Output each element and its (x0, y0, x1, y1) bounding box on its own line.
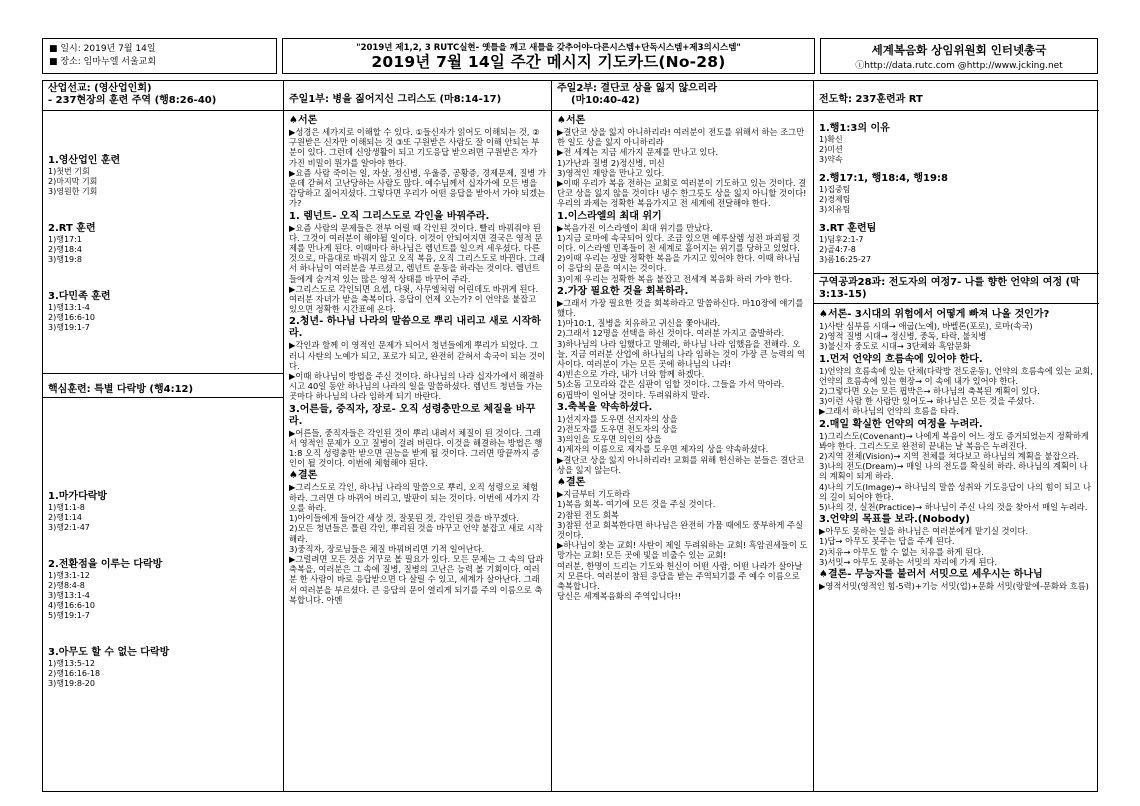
section-title: 1.마가다락방 (48, 491, 108, 502)
paragraph: 2)지역 전체(Vision)→ 지역 전체를 쳐다보고 하나님의 계획을 붙잡으라. (819, 451, 1080, 462)
section-heading: 1.먼저 언약의 흐름속에 있어야 한다. (819, 353, 983, 365)
section-item: 2)행1:14 (48, 513, 82, 522)
column-body (43, 397, 283, 691)
paragraph: ▶각인과 함께 이 영적인 문제가 되어서 청년들에게 뿌리가 되었다. 그러니 사탄의 노예가 되고, 포로가 되고, 완전히 갇혀서 속국이 되는 것이다. (289, 340, 546, 371)
section-heading: 2.가장 필요한 것을 회복하라. (557, 285, 689, 297)
section-heading: ♠서론 (557, 115, 586, 126)
paragraph: 1)선지자를 도우면 선지자의 상을 (557, 413, 678, 424)
org-urls: ⓘhttp://data.rutc.com @http://www.jcking.net (855, 61, 1063, 71)
section-title: 3.RT 훈련팀 (819, 223, 877, 234)
paragraph: 3)영적인 재앙을 만나고 있다. (557, 167, 665, 178)
paragraph: 1)복음 회복- 여기에 모든 것을 주실 것이다. (557, 499, 716, 510)
paragraph: 1)가난과 질병 2)정신병, 미신 (557, 157, 665, 168)
section-item: 1)행13:5-12 (48, 659, 95, 668)
section-heading: ♠결론 (557, 477, 586, 489)
column-body (43, 111, 283, 409)
prayer-card-sheet (42, 38, 1098, 792)
section-item: 2)미션 (819, 145, 843, 154)
paragraph: ▶성경은 세가지로 이해할 수 있다. ①들신자가 읽어도 이해되는 것, ②구원받은 신자만 이해되는 것 ③또 구원받은 사람도 잘 이해 안되는 부분이 있다. 그런데 신앙생활이 되고 기도응답 받으려면 구원받은 자가 가진 비밀이 뭔가를 알아야 한다. (289, 127, 540, 168)
info-box (42, 38, 277, 74)
date-text: ■ 일시: 2019년 7월 14일 (49, 44, 156, 54)
column-header (43, 81, 283, 111)
paragraph: 1)지금 로마에 속국되어 있다. 조금 있으면 예루살렘 성전 파괴될 것이다. 이스라엘 민족들이 전 세계로 흩어지는 위기를 당하고 있었다. (557, 232, 801, 254)
paragraph: 2)전도자를 도우면 전도자의 상을 (557, 424, 678, 435)
paragraph: 1)그리스도(Covenant)→ 나에게 복음이 어느 정도 증거되었는지 정확하게 봐야 한다. 그리스도로 완전히 끝내는 날 복음은 누려진다. (819, 430, 1089, 451)
column-body (814, 111, 1099, 281)
paragraph: 여러분, 한명이 드리는 기도와 헌신이 어떤 사람, 어떤 나라가 살아날지 모른다. 여러분이 참된 응답을 받는 주역되기를 주 예수 이름으로 축복합니다. (557, 560, 803, 591)
section-heading: ♠결론- 무능자를 불러서 서밋으로 세우시는 하나님 (819, 569, 1043, 581)
paragraph: 당신은 세계복음화의 주역입니다!! (557, 591, 682, 602)
motto-text: "2019년 제1,2, 3 RUTC실현- 옛틀을 깨고 새틀을 갖추어야-다른시스템+단독시스템+제3의시스템" (356, 43, 741, 53)
paragraph: ▶이때 하나님이 방법을 주신 것이다. 하나님의 나라 십자가에서 해결하시고 40일 동안 하나님의 나라의 일을 말씀하셨다. 렘넌트 청년들 가는 곳마다 하나님의 나라 임하게 되기 바란다. (289, 371, 544, 402)
section-item: 2)경제팀 (819, 195, 851, 204)
paragraph: ▶복음가진 이스라엘이 최대 위기를 만났다. (557, 222, 713, 233)
section-item: 3)행2:1-47 (48, 523, 90, 532)
column-header: 주일1부: 병을 짊어지신 그리스도 (마8:14-17) (284, 81, 551, 111)
paragraph: ▶아무도 못하는 일을 하나님은 여러분에게 맡기실 것이다. (819, 526, 1029, 537)
paragraph: 3)참된 선교 회복한다면 하나님은 완전히 가뭄 때에도 풍부하게 주실 것이다. (557, 519, 804, 540)
paragraph: 2)영적 질병 시대→ 정신병, 중독, 타락, 불치병 (819, 331, 987, 342)
paragraph: 1)아이들에게 들어간 세상 것, 잘못된 것, 각인된 것을 바꾸겠다. (289, 513, 519, 524)
column-body (284, 111, 551, 607)
section-heading: 3.축복을 약속하셨다. (557, 401, 653, 413)
paragraph: 1)사탄 심부름 시대→ 애굽(노예), 바벨론(포로), 로마(속국) (819, 321, 1033, 331)
section-item: 1)확신 (819, 135, 843, 144)
header-line: 주일2부: 결단코 상을 잃지 않으리라 (557, 83, 718, 94)
section-item: 4)행16:6-10 (48, 601, 95, 610)
section-item: 3)치유팀 (819, 205, 851, 214)
core-training-header (43, 373, 283, 396)
paragraph: 4)제자의 이름으로 제자를 도우면 제자의 상을 약속하셨다. (557, 444, 769, 455)
section-title: 2.RT 훈련 (48, 223, 96, 234)
section-item: 1)행1:1-8 (48, 503, 85, 512)
section-item: 3)행19:8 (48, 255, 82, 264)
section-heading: ♠서론- 3시대의 위험에서 어떻게 빠져 나올 것인가? (819, 309, 1050, 320)
section-item: 3)롬16:25-27 (819, 255, 872, 264)
paragraph: 1)마10:1, 질병을 치유하고 귀신을 쫓아내라. (557, 318, 721, 329)
section-heading: 1.이스라엘의 최대 위기 (557, 210, 662, 222)
section-item: 1)행13:1-4 (48, 303, 90, 312)
section-item: 1)첫번 기회 (48, 167, 90, 176)
column-sunday-second (552, 81, 813, 791)
paragraph: 4)나의 기도(Image)→ 하나님의 말씀 성취와 기도응답이 나의 힘이 되고 나의 길이 되어야 한다. (819, 481, 1092, 502)
section-heading: ♠결론 (289, 470, 318, 482)
header-line: (마10:40-42) (571, 95, 640, 106)
paragraph: 2)그래서 12명을 선택을 하신 것이다. 여러분 가지고 출발하라. (557, 328, 785, 339)
section-item: 1)집중팀 (819, 185, 851, 194)
paragraph: 4)빈손으로 가라, 내가 너와 함께 하겠다. (557, 369, 705, 380)
section-title: 1.행1:3의 이유 (819, 123, 890, 134)
section-title: 3.아무도 할 수 없는 다락방 (48, 647, 170, 658)
paragraph: ▶요즘 사람의 문제들은 전부 어릴 때 각인된 것이다. 빨리 바꿔줘야 된다. 그것이 여러분이 해야될 일이다. 이것이 안되어지면 결국은 영적 문제를 만나게 된다. 이때마다 하나님은 렘넌트를 일으켜 세우셨다. 다른 것으로, 마음대로 바꿔지 않고 오직 복음, 오직 그리스도로 바뀐다. 그래서 하나님이 여러분을 부르셨고, 렘넌트 운동을 하라는 것이다. 렘넌트들에게 숨겨져 있는 많은 영적 상태를 바꾸어 주라. (289, 222, 546, 284)
paragraph: ▶그리스도로 각인, 하나님 나라의 말씀으로 뿌리, 오직 성령으로 체험하라. 그러면 다 바뀌어 버리고, 발판이 되는 것이다. 이번에 세가지 각오를 하라. (289, 482, 540, 513)
column-header (552, 81, 813, 111)
paragraph: ▶결단코 상을 잃지 아니하리라! 교회를 위해 헌신하는 분들은 결단코 상을 잃지 않는다. (557, 454, 805, 475)
column-body (552, 111, 813, 603)
section-item: 2)골4:7-8 (819, 245, 856, 254)
column-body (814, 305, 1099, 593)
paragraph: ▶전 세계는 지금 세가지 문제를 만나고 있다. (557, 147, 719, 158)
paragraph: 6)핍박이 일어날 것이다. 두려워하지 말라. (557, 389, 710, 400)
core-training-title: 핵심훈련: 특별 다락방 (행4:12) (48, 384, 194, 395)
paragraph: ▶그럴려면 모든 것을 거꾸로 볼 필요가 있다. 모든 문제는 그 속의 답과 축복을, 여러분은 그 속에 질병, 질병의 고난은 능력 볼 기회이다. 여러분 한 사람이 바로 응답받으면 다 살릴 수 있고, 세계가 살아난다. 그래서 여러분을 부르셨다. 큰 응답의 문이 열리게 되기를 주의 이름으로 축복합니다. 아멘 (289, 553, 544, 605)
section-item: 2)마지막 기회 (48, 177, 98, 186)
paragraph: ▶하나님이 찾는 교회! 사탄이 제일 두려워하는 교회! 흑암권세들이 도망가는 교회! 모든 곳에 빛을 비출수 있는 교회! (557, 540, 808, 561)
paragraph: ▶이때 우리가 복음 전하는 교회로 여러분이 기도하고 있는 것이다. 결단코 상을 잃지 않을 것이다! 냉수 한그릇도 상을 잃지 아니할 것이다! 우리의 과제는 정확한 복음가지고 전 세계에 전달해야 한다. (557, 178, 807, 209)
main-frame (42, 80, 1098, 792)
header-line: 산업선교: (영산업인회) (48, 83, 152, 94)
paragraph: 3)나의 전도(Dream)→ 매일 나의 전도를 확실히 하라. 하나님의 계획이 나의 계획이 되게 하라. (819, 461, 1088, 482)
paragraph: 3)이런 사람 한 사람만 있어도→ 하나님은 모든 것을 주셨다. (819, 396, 1035, 407)
paragraph: 3)불신자 중도로 시대→ 3단체와 흑암문화 (819, 341, 971, 352)
section-item: 3)약속 (819, 155, 843, 164)
section-title: 2.전환점을 이루는 다락방 (48, 559, 163, 570)
section-item: 5)행19:1-7 (48, 611, 90, 620)
paragraph: 5)나의 것, 실천(Practice)→ 하나님이 주신 나의 것을 찾아서 매일 누려라. (819, 502, 1088, 513)
header-line: - 237현장의 훈련 주역 (행8:26-40) (48, 95, 217, 106)
section-item: 3)행13:1-4 (48, 591, 90, 600)
column-evangelism (814, 81, 1099, 791)
paragraph: ▶영적서밋(영적인 힘-5력)+기능 서밋(업)+문화 서밋(랑맡에-문화와 흐름) (819, 581, 1089, 592)
section-item: 1)행3:1-12 (48, 571, 90, 580)
section-item: 2)행16:6-10 (48, 313, 95, 322)
paragraph: ▶그래서 하나님의 언약의 흐름을 타라. (819, 406, 959, 417)
paragraph: 2)치유→ 아무도 할 수 없는 치유를 하게 된다. (819, 546, 984, 557)
section-item: 2)행16:16-18 (48, 669, 101, 678)
column-header: 전도학: 237훈련과 RT (814, 81, 1099, 111)
section-heading: 2.청년- 하나님 나라의 말씀으로 뿌리 내리고 새로 시작하라. (289, 316, 541, 340)
column-sunday-first (284, 81, 551, 791)
section-title: 3.다민족 훈련 (48, 291, 111, 302)
paragraph: ▶지금부터 기도하라 (557, 489, 631, 500)
paragraph: ▶결단코 상을 잃지 아니하리라! 여러분이 전도를 위해서 하는 조그만한 일도 상을 잃지 아니하리라 (557, 127, 805, 148)
section-title: 2.행17:1, 행18:4, 행19:8 (819, 173, 948, 184)
section-item: 3)행19:8-20 (48, 679, 95, 688)
paragraph: 1)답→ 아무도 못주는 답을 주게 된다. (819, 536, 955, 547)
paragraph: 2)그렇다면 오는 모든 핍박은→ 하나님의 축복된 계획이 있다. (819, 386, 1040, 397)
paragraph: 5)소돔 고모라와 같은 심판이 임할 것이다. 그들을 가서 막아라. (557, 379, 785, 390)
paragraph: 3)중직자, 장로님들은 체질 바꿔버리면 기적 일어난다. (289, 543, 485, 554)
place-text: ■ 장소: 임마누엘 서울교회 (49, 57, 157, 67)
section-item: 3)영원한 기회 (48, 187, 98, 196)
cell-lesson-header: 구역공과28과: 전도자의 여정7- 나를 향한 언약의 여정 (막3:13-15) (814, 275, 1099, 304)
paragraph: ▶요즘 사람 죽이는 일, 자살, 정신병, 우울증, 공황증, 경제문제, 질병 가운데 갇혀서 고난당하는 사람도 많다. 예수님께서 십자가에 모든 병을 감당하고 짊어지셨다. 그렇다면 우리가 어떤 응답을 받아서 가야 되겠는가? (289, 167, 546, 209)
page-title: 2019년 7월 14일 주간 메시지 기도카드(No-28) (371, 53, 726, 71)
paragraph: 3)서밋→ 아무도 못하는 서밋의 자리에 가게 된다. (819, 556, 998, 567)
paragraph: ▶그래서 가장 필요한 것을 회복하라고 말씀하신다. 마10장에 얘기를 했다. (557, 297, 804, 319)
section-heading: 2.매일 확실한 언약의 여정을 누려라. (819, 418, 983, 430)
section-title: 1.영산업인 훈련 (48, 155, 121, 166)
paragraph: 3)하나님의 나라 임했다고 말해라, 하나님 나라 임했음을 전해라. 오늘, 지금 여러분 산업에 하나님의 나라 임하는 것이 가장 큰 능력의 역사이다. 여러분이 가는 모든 곳에 하나님의 나라! (557, 338, 806, 370)
paragraph: ▶어른들, 중직자들은 각인된 것이 뿌리 내려서 체질이 된 것이다. 그래서 영적인 문제가 오고 질병이 걸려 버린다. 이것을 해결하는 방법은 행1:8 오직 성령충만 받으면 권능을 받게 될 것이다. 그러면 땅끝까지 증인이 될 것이다. 이번에 체험해야 된다. (289, 427, 543, 469)
section-item: 2)행18:4 (48, 245, 82, 254)
org-box (820, 38, 1098, 74)
section-heading: 3.어른들, 중직자, 장로- 오직 성령충만으로 체질을 바꾸라. (289, 403, 536, 427)
section-item: 3)행19:1-7 (48, 323, 90, 332)
section-divider (814, 273, 1099, 274)
column-industrial-mission (43, 81, 283, 791)
paragraph: 3)이제 우리는 정확한 복음 붙잡고 전세계 복음화 하러 가야 한다. (557, 273, 793, 284)
section-item: 2)행8:4-8 (48, 581, 85, 590)
section-heading: 3.언약의 목표를 보라.(Nobody) (819, 514, 970, 526)
org-name: 세계복음화 상임위원회 인터넷총국 (871, 43, 1047, 57)
paragraph: 2)이때 우리는 정말 정확한 복음을 가지고 있어야 한다. 이때 하나님이 응답의 문을 여시는 것이다. (557, 253, 801, 274)
paragraph: 3)의인을 도우면 의인의 상을 (557, 434, 662, 445)
section-heading: ♠서론 (289, 115, 318, 126)
paragraph: ▶그리스도로 각인되면 요셉, 다윗, 사무엘처럼 어린데도 바뀌게 된다. 여러분 자녀가 받을 축복이다. 응답이 언제 오는가? 이 언약을 붙잡고 있으면 정확한 시간표에 온다. (289, 283, 539, 315)
section-item: 1)딤후2:1-7 (819, 235, 864, 244)
title-box (282, 38, 815, 74)
paragraph: 2)참된 전도 회복 (557, 509, 619, 520)
section-item: 1)행17:1 (48, 235, 82, 244)
paragraph: 2)모든 청년들은 틀린 각인, 뿌리된 것을 바꾸고 언약 붙잡고 새로 시작해라. (289, 523, 543, 544)
section-heading: 1. 렘넌트- 오직 그리스도로 각인을 바꿔주라. (289, 210, 490, 222)
paragraph: 1)언약의 흐름속에 있는 단체(다락방 전도운동), 언약의 흐름속에 있는 교회, 언약의 흐름속에 있는 현장→ 이 속에 내가 있어야 한다. (819, 365, 1093, 386)
